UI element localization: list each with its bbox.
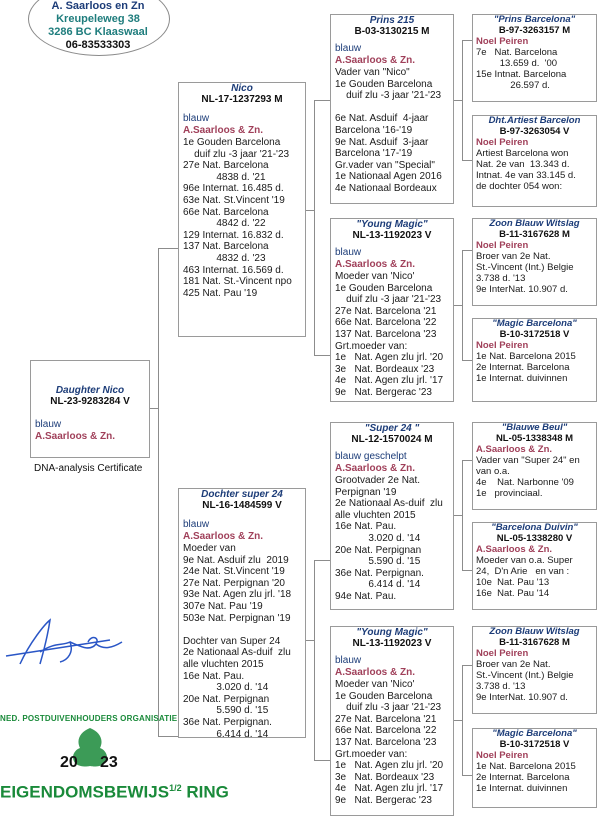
sd-card <box>330 218 454 402</box>
ds-ring: NL-12-1570024 M <box>351 434 433 445</box>
g4-card-7 <box>472 626 597 714</box>
dna-certificate: DNA-analysis Certificate <box>34 463 143 474</box>
g4-card-5 <box>472 422 597 510</box>
g4-name: "Blauwe Beul" <box>501 423 568 433</box>
achievement-line: 9e InterNat. 10.907 d. <box>476 284 568 295</box>
achievement-line: 2e Nationaal As-duif zlu <box>335 498 443 510</box>
achievement-line: Moeder van o.a. Super <box>476 555 573 566</box>
achievement-line: 15e Intnat. Barcelona <box>476 69 567 80</box>
g4-ring: B-10-3172518 V <box>499 328 570 340</box>
dam-achievements <box>183 543 301 740</box>
achievement-line: 1e Gouden Barcelona <box>335 78 433 90</box>
connector-g3-4 <box>462 665 463 775</box>
achievement-line: Barcelona '16-'19 <box>335 124 413 136</box>
g4-name: Dht.Artiest Barcelon <box>488 116 581 126</box>
achievement-line: 93e Nat. Agen zlu jrl. '18 <box>183 589 292 601</box>
g4-achievements <box>476 251 593 295</box>
sd-name: "Young Magic" <box>356 219 428 230</box>
achievement-line: 6.414 d. '14 <box>335 579 421 591</box>
achievement-line: Nat. 2e van 13.343 d. <box>476 159 570 170</box>
g4-achievements <box>476 148 593 192</box>
ds-card <box>330 422 454 610</box>
g4-breeder: Noel Peiren <box>476 750 529 761</box>
sire-achievements <box>183 137 301 299</box>
connector-g3-2c <box>454 305 462 306</box>
achievement-line: Intnat. 4e van 33.145 d. <box>476 170 576 181</box>
achievement-line: 5.590 d. '15 <box>183 705 269 717</box>
achievement-line: 3.738 d. '13 <box>476 273 526 284</box>
owner-name: A. Saarloos en Zn <box>51 0 145 12</box>
ss-card <box>330 14 454 204</box>
achievement-line <box>183 624 301 636</box>
achievement-line: 66e Nat. Barcelona '22 <box>335 317 437 329</box>
connector-dam-dd <box>314 760 330 761</box>
g4-breeder: Noel Peiren <box>476 36 529 47</box>
achievement-line: 63e Nat. St.Vincent '19 <box>183 194 285 206</box>
achievement-line: alle vluchten 2015 <box>183 658 264 670</box>
footer-org: NED. POSTDUIVENHOUDERS ORGANISATIE <box>0 714 178 723</box>
ds-color: blauw geschelpt <box>335 451 407 462</box>
achievement-line: 6e Nat. Asduif 4-jaar <box>335 113 429 125</box>
achievement-line: 36e Nat. Perpignan. <box>183 716 272 728</box>
achievement-line: 9e Nat. Bergerac '23 <box>335 386 432 398</box>
connector-subject-dam <box>158 736 178 737</box>
achievement-line: 1e Nat. Barcelona 2015 <box>476 761 576 772</box>
achievement-line: Grt.moeder van: <box>335 340 408 352</box>
g4-name: Zoon Blauw Witslag <box>489 219 580 229</box>
achievement-line: van o.a. <box>476 466 510 477</box>
sd-breeder: A.Saarloos & Zn. <box>335 259 416 270</box>
achievement-line: de dochter 054 won: <box>476 181 563 192</box>
connector-g3-4a <box>462 665 472 666</box>
achievement-line: 10e Nat. Pau '13 <box>476 577 550 588</box>
connector-g3-4c <box>454 720 462 721</box>
ss-breeder: A.Saarloos & Zn. <box>335 55 416 66</box>
achievement-line: 27e Nat. Barcelona '21 <box>335 305 437 317</box>
year-left: 20 <box>60 754 78 771</box>
g4-ring: NL-05-1338348 M <box>495 432 574 444</box>
sd-achievements <box>335 271 449 399</box>
g4-achievements <box>476 351 593 384</box>
dam-breeder: A.Saarloos & Zn. <box>183 531 264 542</box>
achievement-line: Artiest Barcelona won <box>476 148 569 159</box>
g4-achievements <box>476 47 593 91</box>
connector-g3-1c <box>454 100 462 101</box>
connector-sire-ss <box>314 100 330 101</box>
g4-ring: NL-05-1338280 V <box>496 532 573 544</box>
achievement-line: duif zlu -3 jaar '21-'23 <box>335 90 442 102</box>
dd-color: blauw <box>335 655 362 666</box>
achievement-line: 3.020 d. '14 <box>183 682 269 694</box>
sire-breeder: A.Saarloos & Zn. <box>183 125 264 136</box>
subject-ring: NL-23-9283284 V <box>50 396 130 407</box>
achievement-line: 1e provinciaal. <box>476 488 543 499</box>
achievement-line: 7e Nat. Barcelona <box>476 47 558 58</box>
connector-sire <box>306 210 314 211</box>
achievement-line: 27e Nat. Perpignan '20 <box>183 577 285 589</box>
achievement-line: 137 Nat. Barcelona <box>183 241 269 253</box>
connector-g3-1a <box>462 40 472 41</box>
subject-name: Daughter Nico <box>55 385 125 396</box>
dam-card <box>178 488 306 738</box>
g4-achievements <box>476 555 593 599</box>
achievement-line: 94e Nat. Pau. <box>335 590 397 602</box>
achievement-line: 26.597 d. <box>476 80 550 91</box>
sire-name: Nico <box>231 83 253 94</box>
achievement-line: alle vluchten 2015 <box>335 509 416 521</box>
connector-g3-2b <box>462 360 472 361</box>
g4-breeder: A.Saarloos & Zn. <box>476 444 553 455</box>
ss-color: blauw <box>335 43 362 54</box>
dd-name: "Young Magic" <box>356 627 428 638</box>
ss-ring: B-03-3130215 M <box>354 26 430 37</box>
achievement-line: 24e Nat. St.Vincent '19 <box>183 566 285 578</box>
subject-card <box>30 360 150 458</box>
achievement-line: 1e Gouden Barcelona <box>335 282 433 294</box>
achievement-line: duif zlu -3 jaar '21-'23 <box>335 702 442 714</box>
achievement-line: 36e Nat. Perpignan. <box>335 567 424 579</box>
footer-banner-wrap <box>0 776 229 800</box>
subject-breeder: A.Saarloos & Zn. <box>35 431 116 442</box>
achievement-line: 181 Nat. St.-Vincent npo <box>183 276 292 288</box>
achievement-line: 129 Internat. 16.832 d. <box>183 229 284 241</box>
sire-color: blauw <box>183 113 210 124</box>
g4-ring: B-11-3167628 M <box>499 636 570 648</box>
achievement-line: 2e Nationaal As-duif zlu <box>183 647 291 659</box>
achievement-line: St.-Vincent (Int.) Belgie <box>476 670 574 681</box>
achievement-line: 16e Nat. Pau. <box>183 670 245 682</box>
achievement-line: 3e Nat. Bordeaux '23 <box>335 363 435 375</box>
footer-banner-sup: 1/2 <box>169 783 182 793</box>
connector-dam <box>306 640 314 641</box>
ds-name: "Super 24 " <box>364 423 420 434</box>
achievement-line: Gr.vader van "Special" <box>335 159 435 171</box>
achievement-line: Moeder van 'Nico' <box>335 271 415 282</box>
achievement-line: 4e Nat. Agen zlu jrl. '17 <box>335 783 444 795</box>
achievement-line: 13.659 d. '00 <box>476 58 558 69</box>
connector-g3-3c <box>454 515 462 516</box>
connector-g3-2 <box>462 250 463 360</box>
achievement-line: 4838 d. '21 <box>183 171 266 183</box>
achievement-line: 16e Nat. Pau. <box>335 521 397 533</box>
achievement-line: 1e Nat. Agen zlu jrl. '20 <box>335 352 444 364</box>
achievement-line: 4e Nat. Narbonne '09 <box>476 477 574 488</box>
achievement-line: Broer van 2e Nat. <box>476 251 551 262</box>
achievement-line: 16e Nat. Pau '14 <box>476 588 550 599</box>
g4-achievements <box>476 761 593 794</box>
dd-breeder: A.Saarloos & Zn. <box>335 667 416 678</box>
achievement-line: 9e InterNat. 10.907 d. <box>476 692 568 703</box>
achievement-line: 66e Nat. Barcelona '22 <box>335 725 437 737</box>
dd-card <box>330 626 454 816</box>
ds-achievements <box>335 475 449 603</box>
g4-breeder: Noel Peiren <box>476 340 529 351</box>
achievement-line: St.-Vincent (Int.) Belgie <box>476 262 574 273</box>
g4-ring: B-11-3167628 M <box>499 228 570 240</box>
connector-dam-vert <box>314 560 315 760</box>
achievement-line: 4842 d. '22 <box>183 218 266 230</box>
achievement-line: 1e Gouden Barcelona <box>183 137 281 148</box>
g4-card-3 <box>472 218 597 306</box>
ss-achievements <box>335 67 449 195</box>
connector-subject <box>150 408 158 409</box>
achievement-line: 9e Nat. Bergerac '23 <box>335 794 432 806</box>
achievement-line: Grt.moeder van: <box>335 748 408 760</box>
g4-breeder: Noel Peiren <box>476 648 529 659</box>
achievement-line: 3e Nat. Bordeaux '23 <box>335 771 435 783</box>
ss-name: Prins 215 <box>369 15 415 26</box>
connector-sire-vert <box>314 100 315 355</box>
achievement-line: 20e Nat. Perpignan <box>335 544 422 556</box>
g4-achievements <box>476 659 593 703</box>
dd-ring: NL-13-1192023 V <box>352 638 432 649</box>
achievement-line: 2e Internat. Barcelona <box>476 362 570 373</box>
dd-achievements <box>335 679 449 807</box>
achievement-line: 463 Internat. 16.569 d. <box>183 264 284 276</box>
achievement-line: Barcelona '17-'19 <box>335 148 413 160</box>
achievement-line: 1e Nationaal Agen 2016 <box>335 171 442 183</box>
achievement-line: 4e Nat. Agen zlu jrl. '17 <box>335 375 444 387</box>
achievement-line: 307e Nat. Pau '19 <box>183 600 263 612</box>
achievement-line: 20e Nat. Perpignan <box>183 693 270 705</box>
dam-color: blauw <box>183 519 210 530</box>
connector-g3-1 <box>462 40 463 160</box>
achievement-line: Perpignan '19 <box>335 486 397 498</box>
achievement-line: duif zlu -3 jaar '21-'23 <box>183 148 290 160</box>
g4-achievements <box>476 455 593 499</box>
sd-ring: NL-13-1192023 V <box>352 230 432 241</box>
connector-dam-ds <box>314 560 330 561</box>
sire-card <box>178 82 306 337</box>
owner-city: 3286 BC Klaaswaal <box>48 26 148 38</box>
achievement-line: 1e Internat. duivinnen <box>476 373 568 384</box>
connector-g3-2a <box>462 250 472 251</box>
g4-ring: B-97-3263054 V <box>499 125 570 137</box>
dam-ring: NL-16-1484599 V <box>202 500 282 511</box>
subject-color: blauw <box>35 419 62 430</box>
signature-icon <box>0 612 130 674</box>
achievement-line: 503e Nat. Perpignan '19 <box>183 612 291 624</box>
connector-g3-4b <box>462 775 472 776</box>
achievement-line: Moeder van 'Nico' <box>335 679 415 690</box>
achievement-line: 3.020 d. '14 <box>335 532 421 544</box>
connector-g3-3 <box>462 460 463 570</box>
g4-card-8 <box>472 728 597 808</box>
connector-g3-3a <box>462 460 472 461</box>
owner-street: Kreupeleweg 38 <box>56 13 140 25</box>
achievement-line: 9e Nat. Asduif 3-jaar <box>335 136 429 148</box>
g4-ring: B-10-3172518 V <box>499 738 570 750</box>
g4-card-4 <box>472 318 597 402</box>
achievement-line: 425 Nat. Pau '19 <box>183 287 258 299</box>
g4-breeder: Noel Peiren <box>476 240 529 251</box>
achievement-line: Vader van "Nico" <box>335 67 410 78</box>
achievement-line: 96e Internat. 16.485 d. <box>183 183 284 195</box>
achievement-line <box>335 102 449 114</box>
achievement-line: Broer van 2e Nat. <box>476 659 551 670</box>
achievement-line: 27e Nat. Barcelona <box>183 160 269 172</box>
achievement-line: duif zlu -3 jaar '21-'23 <box>335 294 442 306</box>
g4-card-6 <box>472 522 597 610</box>
g4-breeder: Noel Peiren <box>476 137 529 148</box>
achievement-line: 4832 d. '23 <box>183 252 266 264</box>
footer-banner-suffix: RING <box>186 782 229 802</box>
connector-subject-sire <box>158 248 178 249</box>
footer-banner: EIGENDOMSBEWIJS <box>0 782 170 802</box>
g4-name: "Barcelona Duivin" <box>491 523 578 533</box>
g4-card-1 <box>472 14 597 102</box>
g4-name: "Magic Barcelona" <box>492 729 577 739</box>
g4-card-2 <box>472 115 597 207</box>
g4-name: "Magic Barcelona" <box>492 319 577 329</box>
achievement-line: 1e Nat. Agen zlu jrl. '20 <box>335 760 444 772</box>
achievement-line: 4e Nationaal Bordeaux <box>335 182 437 194</box>
achievement-line: 2e Internat. Barcelona <box>476 772 570 783</box>
achievement-line: Moeder van <box>183 543 236 554</box>
achievement-line: 1e Nat. Barcelona 2015 <box>476 351 576 362</box>
achievement-line: 27e Nat. Barcelona '21 <box>335 713 437 725</box>
connector-g3-3b <box>462 570 472 571</box>
sire-ring: NL-17-1237293 M <box>201 94 283 105</box>
achievement-line: 66e Nat. Barcelona <box>183 206 269 218</box>
connector-sire-sd <box>314 355 330 356</box>
ds-breeder: A.Saarloos & Zn. <box>335 463 416 474</box>
achievement-line: Vader van "Super 24" en <box>476 455 580 466</box>
achievement-line: Dochter van Super 24 <box>183 635 281 647</box>
dam-name: Dochter super 24 <box>201 489 283 500</box>
achievement-line: 3.738 d. '13 <box>476 681 526 692</box>
achievement-line: 6.414 d. '14 <box>183 728 269 740</box>
year-right: 23 <box>100 754 118 771</box>
achievement-line: 1e Internat. duivinnen <box>476 783 568 794</box>
achievement-line: 137 Nat. Barcelona '23 <box>335 736 437 748</box>
g4-name: "Prins Barcelona" <box>493 15 576 25</box>
connector-subject-vert <box>158 248 159 736</box>
sd-color: blauw <box>335 247 362 258</box>
achievement-line: 5.590 d. '15 <box>335 556 421 568</box>
g4-ring: B-97-3263157 M <box>498 24 571 36</box>
connector-g3-1b <box>462 160 472 161</box>
owner-phone: 06-83533303 <box>65 39 131 51</box>
achievement-line: Grootvader 2e Nat. <box>335 475 421 486</box>
achievement-line: 1e Gouden Barcelona <box>335 690 433 702</box>
g4-name: Zoon Blauw Witslag <box>489 627 580 637</box>
achievement-line: 24, D'n Arie en van : <box>476 566 570 577</box>
achievement-line: 137 Nat. Barcelona '23 <box>335 328 437 340</box>
achievement-line: 9e Nat. Asduif zlu 2019 <box>183 554 289 566</box>
g4-breeder: A.Saarloos & Zn. <box>476 544 553 555</box>
